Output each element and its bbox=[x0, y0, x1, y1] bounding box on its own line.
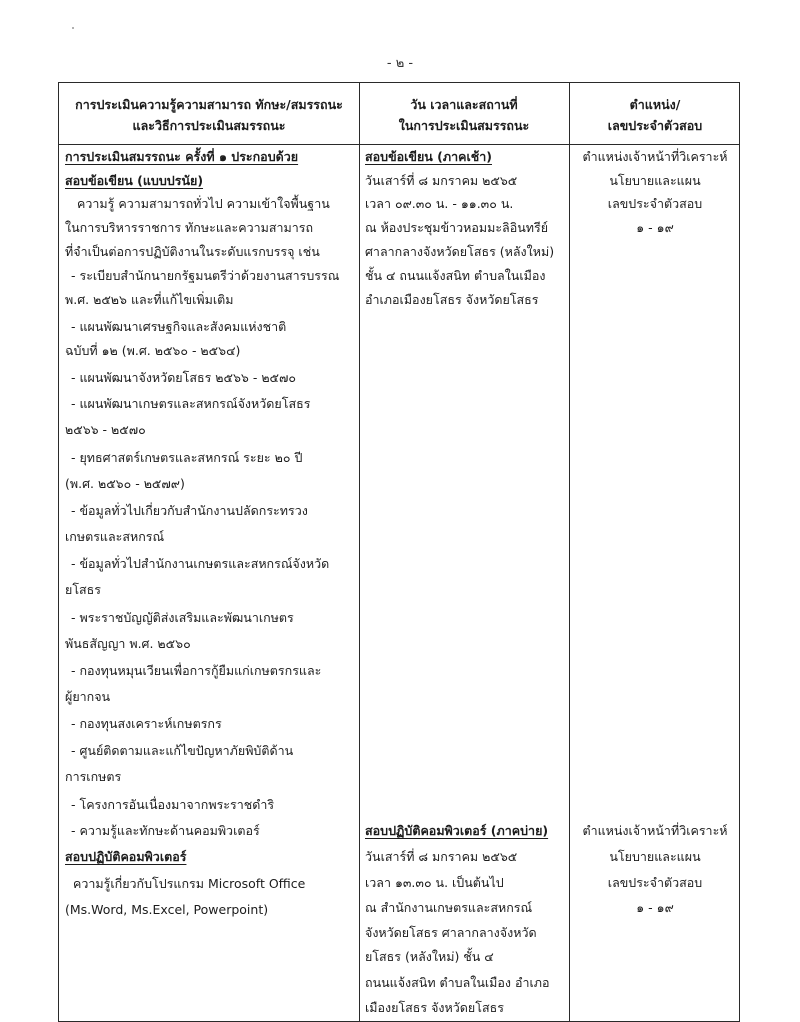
header-date-time-place bbox=[359, 91, 569, 139]
topic-item: - ยุทธศาสตร์เกษตรและสหกรณ์ ระยะ ๒๐ ปี bbox=[71, 450, 303, 465]
body-text: ความรู้เกี่ยวกับโปรแกรม Microsoft Office bbox=[73, 876, 306, 891]
section-heading: สอบข้อเขียน (แบบปรนัย) bbox=[65, 173, 204, 188]
body-text: ในการบริหารราชการ ทักษะและความสามารถ bbox=[65, 220, 314, 235]
header-line: และวิธีการประเมินสมรรถนะ bbox=[132, 118, 286, 133]
computer-exam-heading: สอบปฏิบัติคอมพิวเตอร์ (ภาคบ่าย) bbox=[365, 823, 549, 838]
exam-venue: ศาลากลางจังหวัดยโสธร (หลังใหม่) bbox=[365, 244, 555, 259]
topic-item: - โครงการอันเนื่องมาจากพระราชดำริ bbox=[71, 797, 275, 812]
header-line: การประเมินความรู้ความสามารถ ทักษะ/สมรรถนะ bbox=[75, 97, 343, 112]
position-title: นโยบายและแผน bbox=[609, 849, 701, 864]
header-divider bbox=[59, 144, 739, 145]
exam-venue: ณ สำนักงานเกษตรและสหกรณ์ bbox=[365, 900, 533, 915]
topic-item: - กองทุนหมุนเวียนเพื่อการกู้ยืมแก่เกษตรกรและ bbox=[71, 663, 322, 678]
topic-item: - ศูนย์ติดตามและแก้ไขปัญหาภัยพิบัติด้าน bbox=[71, 743, 294, 758]
exam-venue: ณ ห้องประชุมข้าวหอมมะลิอินทรีย์ bbox=[365, 220, 549, 235]
column-divider bbox=[359, 83, 360, 1021]
header-line: ในการประเมินสมรรถนะ bbox=[398, 118, 530, 133]
exam-venue: อำเภอเมืองยโสธร จังหวัดยโสธร bbox=[365, 292, 539, 307]
header-line: วัน เวลาและสถานที่ bbox=[410, 97, 518, 112]
topic-item: - แผนพัฒนาเศรษฐกิจและสังคมแห่งชาติ bbox=[71, 319, 287, 334]
header-line: ตำแหน่ง/ bbox=[629, 97, 681, 112]
topic-item: - แผนพัฒนาเกษตรและสหกรณ์จังหวัดยโสธร bbox=[71, 396, 311, 411]
page-number: - ๒ - bbox=[386, 56, 414, 71]
exam-venue: ยโสธร (หลังใหม่) ชั้น ๔ bbox=[365, 949, 494, 964]
topic-item-cont: เกษตรและสหกรณ์ bbox=[65, 529, 165, 544]
exam-date: วันเสาร์ที่ ๘ มกราคม ๒๕๖๕ bbox=[365, 173, 518, 188]
scan-speck bbox=[72, 27, 74, 29]
exam-id-range: ๑ - ๑๙ bbox=[636, 900, 674, 915]
exam-venue: จังหวัดยโสธร ศาลากลางจังหวัด bbox=[365, 925, 537, 940]
exam-venue: ชั้น ๔ ถนนแจ้งสนิท ตำบลในเมือง bbox=[365, 268, 546, 283]
section-heading: การประเมินสมรรถนะ ครั้งที่ ๑ ประกอบด้วย bbox=[65, 149, 299, 164]
body-text: (Ms.Word, Ms.Excel, Powerpoint) bbox=[65, 902, 269, 917]
written-exam-heading: สอบข้อเขียน (ภาคเช้า) bbox=[365, 149, 492, 164]
topic-item: - แผนพัฒนาจังหวัดยโสธร ๒๕๖๖ - ๒๕๗๐ bbox=[71, 370, 297, 385]
exam-time: เวลา ๑๓.๓๐ น. เป็นต้นไป bbox=[365, 875, 504, 890]
topic-item-cont: ยโสธร bbox=[65, 582, 102, 597]
topic-item: - ข้อมูลทั่วไปสำนักงานเกษตรและสหกรณ์จังหวัด bbox=[71, 556, 330, 571]
topic-item-cont: ฉบับที่ ๑๒ (พ.ศ. ๒๕๖๐ - ๒๕๖๔) bbox=[65, 343, 241, 358]
topic-item-cont: (พ.ศ. ๒๕๖๐ - ๒๕๗๙) bbox=[65, 476, 185, 491]
topic-item-cont: ๒๕๖๖ - ๒๕๗๐ bbox=[65, 422, 146, 437]
exam-date: วันเสาร์ที่ ๘ มกราคม ๒๕๖๕ bbox=[365, 849, 518, 864]
topic-item-cont: ผู้ยากจน bbox=[65, 689, 111, 704]
topic-item-cont: พ.ศ. ๒๕๒๖ และที่แก้ไขเพิ่มเติม bbox=[65, 292, 234, 307]
topic-item: - กองทุนสงเคราะห์เกษตรกร bbox=[71, 716, 222, 731]
exam-id-label: เลขประจำตัวสอบ bbox=[607, 196, 703, 211]
topic-item-cont: พันธสัญญา พ.ศ. ๒๕๖๐ bbox=[65, 636, 191, 651]
body-text: ที่จำเป็นต่อการปฏิบัติงานในระดับแรกบรรจุ เช่น bbox=[65, 244, 320, 259]
header-line: เลขประจำตัวสอบ bbox=[607, 118, 703, 133]
exam-time: เวลา ๐๙.๓๐ น. - ๑๑.๓๐ น. bbox=[365, 196, 514, 211]
section-heading: สอบปฏิบัติคอมพิวเตอร์ bbox=[65, 849, 187, 864]
exam-venue: ถนนแจ้งสนิท ตำบลในเมือง อำเภอ bbox=[365, 975, 550, 990]
exam-id-range: ๑ - ๑๙ bbox=[636, 220, 674, 235]
header-position-exam-id bbox=[569, 91, 741, 139]
position-title: ตำแหน่งเจ้าหน้าที่วิเคราะห์ bbox=[582, 823, 728, 838]
topic-item: - ระเบียบสำนักนายกรัฐมนตรีว่าด้วยงานสารบรรณ bbox=[71, 268, 340, 283]
position-title: ตำแหน่งเจ้าหน้าที่วิเคราะห์ bbox=[582, 149, 728, 164]
topic-item: - พระราชบัญญัติส่งเสริมและพัฒนาเกษตร bbox=[71, 610, 294, 625]
assessment-table bbox=[58, 82, 740, 1022]
exam-venue: เมืองยโสธร จังหวัดยโสธร bbox=[365, 1000, 504, 1015]
topic-item: - ความรู้และทักษะด้านคอมพิวเตอร์ bbox=[71, 823, 260, 838]
header-assessment-method bbox=[59, 91, 359, 139]
position-title: นโยบายและแผน bbox=[609, 173, 701, 188]
topic-item: - ข้อมูลทั่วไปเกี่ยวกับสำนักงานปลัดกระทรวง bbox=[71, 503, 308, 518]
body-text: ความรู้ ความสามารถทั่วไป ความเข้าใจพื้นฐาน bbox=[77, 196, 330, 211]
topic-item-cont: การเกษตร bbox=[65, 769, 122, 784]
exam-id-label: เลขประจำตัวสอบ bbox=[607, 875, 703, 890]
